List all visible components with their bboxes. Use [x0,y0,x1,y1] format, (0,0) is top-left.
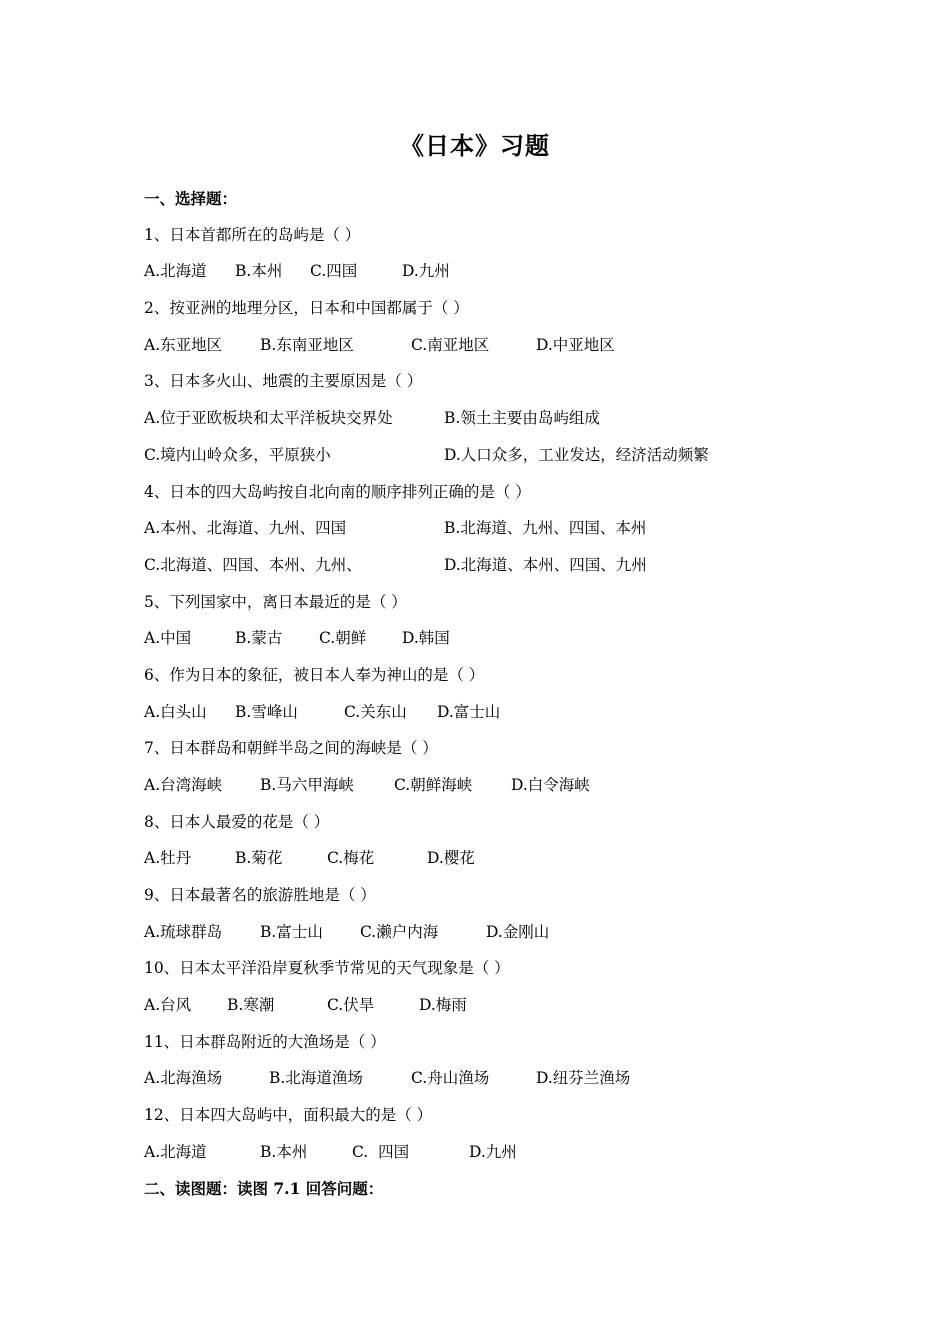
option-7a: A.台湾海峡 [144,776,223,794]
question-1: 1、日本首都所在的岛屿是（ ） [144,226,361,244]
option-8c: C.梅花 [327,849,375,867]
options-1 [144,260,844,282]
options-9 [144,921,844,943]
options-10 [144,994,844,1016]
option-4b: B.北海道、九州、四国、本州 [444,519,647,537]
option-3d: D.人口众多，工业发达，经济活动频繁 [444,446,709,464]
option-10a: A.台风 [144,996,192,1014]
section-heading-choice: 一、选择题： [144,189,238,208]
option-4c: C.北海道、四国、本州、九州、 [144,556,362,574]
question-7: 7、日本群岛和朝鲜半岛之间的海峡是（ ） [144,739,438,757]
option-4d: D.北海道、本州、四国、九州 [444,556,647,574]
option-9d: D.金刚山 [486,923,550,941]
option-3c: C.境内山岭众多，平原狭小 [144,446,331,464]
option-1a: A.北海道 [144,262,207,280]
option-2c: C.南亚地区 [411,336,490,354]
question-6: 6、作为日本的象征，被日本人奉为神山的是（ ） [144,666,485,684]
option-1d: D.九州 [402,262,450,280]
option-12a: A.北海道 [144,1143,207,1161]
option-11c: C.舟山渔场 [411,1069,490,1087]
question-11: 11、日本群岛附近的大渔场是（ ） [144,1033,386,1051]
question-8: 8、日本人最爱的花是（ ） [144,813,330,831]
options-11 [144,1067,844,1089]
option-11a: A.北海渔场 [144,1069,223,1087]
option-5c: C.朝鲜 [319,629,367,647]
options-4-row1 [144,517,844,539]
options-7 [144,774,844,796]
section-heading-map-reading: 二、读图题：读图 7.1 回答问题： [144,1179,384,1198]
option-1b: B.本州 [235,262,283,280]
option-6a: A.白头山 [144,703,207,721]
option-10b: B.寒潮 [227,996,275,1014]
option-6c: C.关东山 [344,703,407,721]
option-10c: C.伏旱 [327,996,375,1014]
option-8a: A.牡丹 [144,849,192,867]
option-5b: B.蒙古 [235,629,283,647]
options-3-row2 [144,444,844,466]
option-11d: D.纽芬兰渔场 [536,1069,631,1087]
option-11b: B.北海道渔场 [269,1069,363,1087]
options-5 [144,627,844,649]
question-3: 3、日本多火山、地震的主要原因是（ ） [144,372,423,390]
question-5: 5、下列国家中，离日本最近的是（ ） [144,593,407,611]
option-8d: D.樱花 [427,849,475,867]
option-2d: D.中亚地区 [536,336,615,354]
option-7b: B.马六甲海峡 [260,776,354,794]
option-9c: C.濑户内海 [360,923,439,941]
option-12d: D.九州 [469,1143,517,1161]
options-8 [144,847,844,869]
option-5d: D.韩国 [402,629,450,647]
option-2b: B.东南亚地区 [260,336,354,354]
option-9b: B.富士山 [260,923,323,941]
question-4: 4、日本的四大岛屿按自北向南的顺序排列正确的是（ ） [144,483,531,501]
option-6b: B.雪峰山 [235,703,298,721]
option-12c: C. 四国 [352,1143,410,1161]
option-7d: D.白令海峡 [511,776,590,794]
question-10: 10、日本太平洋沿岸夏秋季节常见的天气现象是（ ） [144,959,510,977]
question-9: 9、日本最著名的旅游胜地是（ ） [144,886,376,904]
options-12 [144,1141,844,1163]
option-3b: B.领土主要由岛屿组成 [444,409,600,427]
question-12: 12、日本四大岛屿中，面积最大的是（ ） [144,1106,433,1124]
option-6d: D.富士山 [437,703,501,721]
option-9a: A.琉球群岛 [144,923,223,941]
options-4-row2 [144,554,844,576]
options-6 [144,701,844,723]
option-5a: A.中国 [144,629,192,647]
options-2 [144,334,844,356]
option-7c: C.朝鲜海峡 [394,776,473,794]
option-2a: A.东亚地区 [144,336,223,354]
option-10d: D.梅雨 [419,996,467,1014]
options-3-row1 [144,407,844,429]
option-8b: B.菊花 [235,849,283,867]
option-4a: A.本州、北海道、九州、四国 [144,519,347,537]
page-title: 《日本》习题 [400,131,550,160]
option-1c: C.四国 [310,262,358,280]
question-2: 2、按亚洲的地理分区，日本和中国都属于（ ） [144,299,469,317]
option-12b: B.本州 [260,1143,308,1161]
option-3a: A.位于亚欧板块和太平洋板块交界处 [144,409,393,427]
